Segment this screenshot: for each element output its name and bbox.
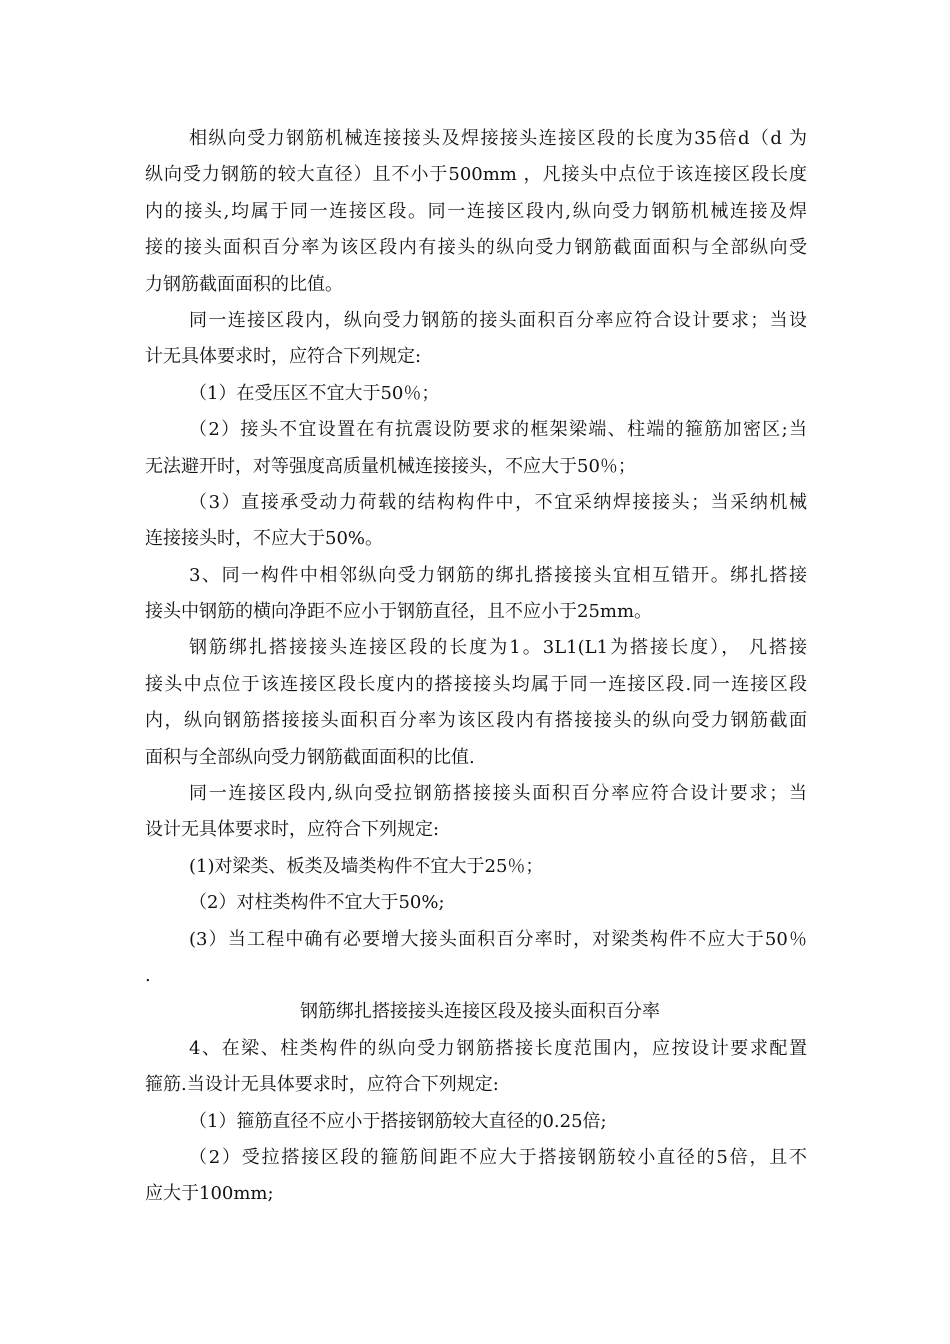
text-line: 内，纵向钢筋搭接接头面积百分率为该区段内有搭接接头的纵向受力钢筋截面 (145, 710, 807, 732)
text-line: 接头中钢筋的横向净距不应小于钢筋直径，且不应小于25mm。 (145, 601, 653, 623)
document-body (145, 121, 807, 1213)
text-line: 3、同一构件中相邻纵向受力钢筋的绑扎搭接接头宜相互错开。绑扎搭接 (189, 564, 807, 586)
text-line: 内的接头,均属于同一连接区段。同一连接区段内,纵向受力钢筋机械连接及焊 (145, 200, 807, 222)
list-item: （2）受拉搭接区段的箍筋间距不应大于搭接钢筋较小直径的5倍，且不 (189, 1146, 807, 1168)
text-line: 4、在梁、柱类构件的纵向受力钢筋搭接长度范围内，应按设计要求配置 (189, 1037, 807, 1059)
list-item: (1)对梁类、板类及墙类构件不宜大于25％； (189, 855, 544, 877)
text-line: 设计无具体要求时，应符合下列规定: (145, 819, 440, 841)
text-line: 无法避开时，对等强度高质量机械连接接头，不应大于50％； (145, 455, 636, 477)
text-line: 钢筋绑扎搭接接头连接区段的长度为1。3L1(L1为搭接长度）， 凡搭接 (189, 637, 807, 659)
text-line: 接头中点位于该连接区段长度内的搭接接头均属于同一连接区段.同一连接区段 (145, 673, 807, 695)
text-line: 同一连接区段内,纵向受拉钢筋搭接接头面积百分率应符合设计要求；当 (189, 783, 807, 805)
list-item: （2）对柱类构件不宜大于50%; (189, 892, 445, 914)
list-item: (3）当工程中确有必要增大接头面积百分率时，对梁类构件不应大于50％ (189, 928, 807, 950)
section-heading: 钢筋绑扎搭接接头连接区段及接头面积百分率 (300, 1001, 660, 1023)
list-item: （2）接头不宜设置在有抗震设防要求的框架梁端、柱端的箍筋加密区;当 (189, 419, 807, 441)
list-item: （3）直接承受动力荷载的结构构件中，不宜采纳焊接接头；当采纳机械 (189, 491, 807, 513)
text-line: 应大于100mm; (145, 1183, 274, 1205)
list-item: （1）在受压区不宜大于50％； (189, 382, 440, 404)
text-line: 力钢筋截面面积的比值。 (145, 273, 343, 295)
text-line: 连接接头时，不应大于50%。 (145, 528, 384, 550)
list-item: （1）箍筋直径不应小于搭接钢筋较大直径的0.25倍; (189, 1110, 607, 1132)
text-line: 同一连接区段内，纵向受力钢筋的接头面积百分率应符合设计要求；当设 (189, 309, 807, 331)
text-line: 接的接头面积百分率为该区段内有接头的纵向受力钢筋截面面积与全部纵向受 (145, 237, 807, 259)
text-line: 纵向受力钢筋的较大直径）且不小于500mm ，凡接头中点位于该连接区段长度 (145, 164, 807, 186)
text-line: 面积与全部纵向受力钢筋截面面积的比值. (145, 746, 475, 768)
text-line: 箍筋.当设计无具体要求时，应符合下列规定: (145, 1074, 499, 1096)
text-line: . (145, 964, 151, 986)
text-line: 计无具体要求时，应符合下列规定: (145, 346, 422, 368)
text-line: 相纵向受力钢筋机械连接接头及焊接接头连接区段的长度为35倍d（d 为 (189, 128, 807, 149)
